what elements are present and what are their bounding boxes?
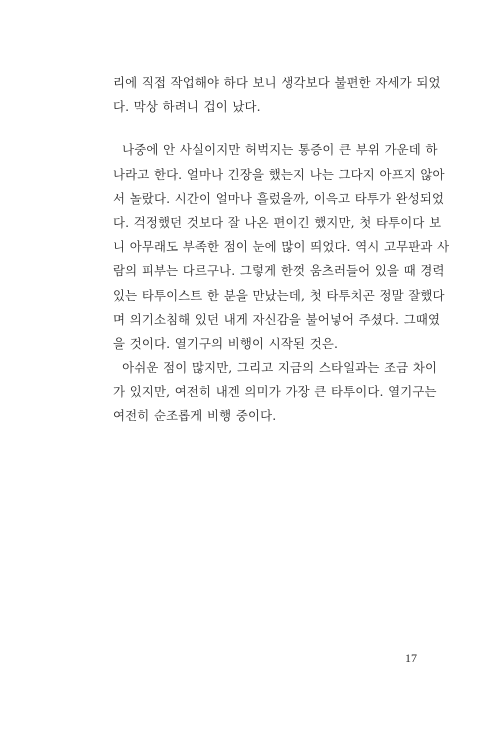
paragraph-3 xyxy=(113,356,438,429)
text-line: 을 것이다. 열기구의 비행이 시작된 것은. xyxy=(113,335,339,351)
text-line: 여전히 순조롭게 비행 중이다. xyxy=(113,408,277,424)
text-line: 아쉬운 점이 많지만, 그리고 지금의 스타일과는 조금 차이 xyxy=(113,360,438,376)
text-line: 나중에 안 사실이지만 허벅지는 통증이 큰 부위 가운데 하 xyxy=(113,142,438,158)
text-line: 다. 막상 하려니 겁이 났다. xyxy=(113,99,261,115)
text-line: 서 놀랐다. 시간이 얼마나 흘렀을까, 이윽고 타투가 완성되었 xyxy=(113,190,445,206)
paragraph-spacer xyxy=(113,119,413,138)
text-line: 나라고 한다. 얼마나 긴장을 했는지 나는 그다지 아프지 않아 xyxy=(113,166,445,182)
paragraph-1 xyxy=(113,71,441,119)
page-number: 17 xyxy=(405,651,417,665)
text-line: 가 있지만, 여전히 내겐 의미가 가장 큰 타투이다. 열기구는 xyxy=(113,384,437,400)
text-line: 있는 타투이스트 한 분을 만났는데, 첫 타투치곤 정말 잘했다 xyxy=(113,287,445,303)
text-line: 리에 직접 작업해야 하다 보니 생각보다 불편한 자세가 되었 xyxy=(113,75,441,90)
paragraph-2 xyxy=(113,138,450,356)
body-text xyxy=(113,71,450,429)
text-line: 람의 피부는 다르구나. 그렇게 한껏 움츠러들어 있을 때 경력 xyxy=(113,263,445,279)
text-line: 니 아무래도 부족한 점이 눈에 많이 띄었다. 역시 고무판과 사 xyxy=(113,239,450,255)
text-line: 다. 걱정했던 것보다 잘 나온 편이긴 했지만, 첫 타투이다 보 xyxy=(113,214,442,230)
text-line: 며 의기소침해 있던 내게 자신감을 불어넣어 주셨다. 그때였 xyxy=(113,311,441,327)
